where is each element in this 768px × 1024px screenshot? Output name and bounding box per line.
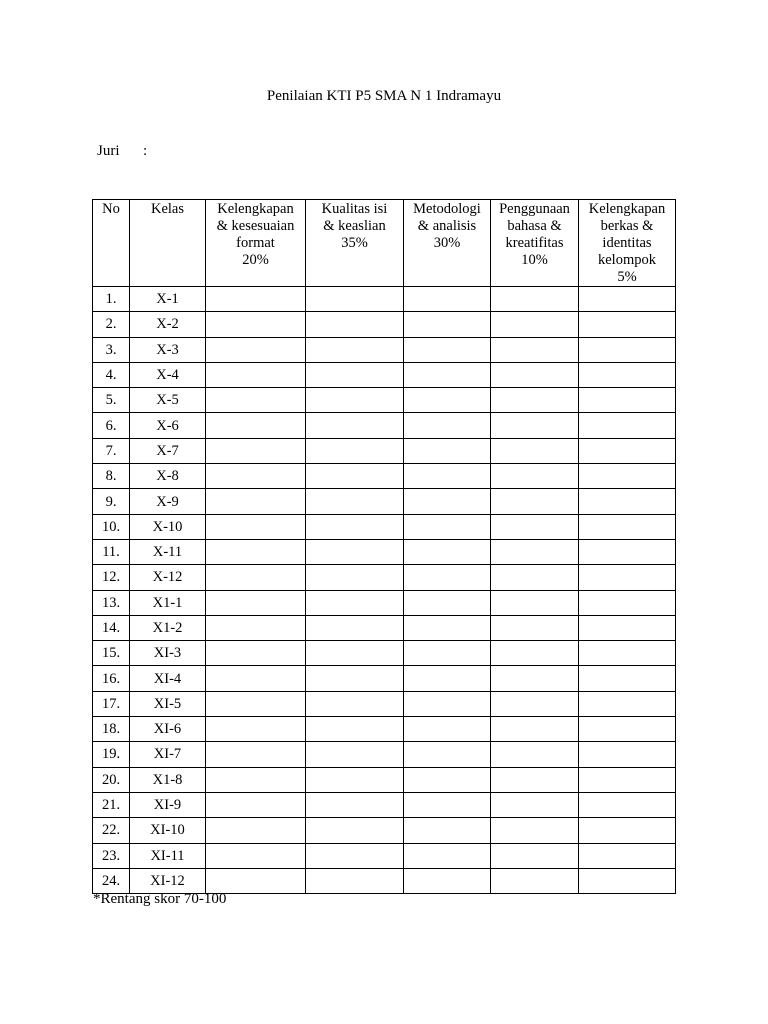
header-line: 5% [617, 269, 637, 285]
row-kelas: XI-10 [130, 818, 206, 843]
score-format-cell [206, 287, 306, 312]
header-berkas [579, 200, 676, 287]
score-berkas-cell [579, 615, 676, 640]
header-bahasa [491, 200, 579, 287]
score-format-cell [206, 362, 306, 387]
score-metodologi-cell [404, 312, 491, 337]
header-line: Kualitas isi [321, 201, 388, 217]
score-berkas-cell [579, 287, 676, 312]
row-kelas: XI-12 [130, 868, 206, 893]
table-row [93, 717, 676, 742]
score-bahasa-cell [491, 287, 579, 312]
row-kelas: X-10 [130, 514, 206, 539]
score-kualitas-cell [306, 464, 404, 489]
row-kelas: X1-1 [130, 590, 206, 615]
score-berkas-cell [579, 641, 676, 666]
score-metodologi-cell [404, 362, 491, 387]
row-kelas: X-11 [130, 539, 206, 564]
row-kelas: X-3 [130, 337, 206, 362]
row-number: 15. [93, 641, 130, 666]
row-number: 9. [93, 489, 130, 514]
score-format-cell [206, 438, 306, 463]
score-metodologi-cell [404, 413, 491, 438]
score-bahasa-cell [491, 666, 579, 691]
table-row [93, 362, 676, 387]
table-row [93, 666, 676, 691]
score-bahasa-cell [491, 362, 579, 387]
score-berkas-cell [579, 767, 676, 792]
score-berkas-cell [579, 590, 676, 615]
score-kualitas-cell [306, 413, 404, 438]
header-line: No [102, 201, 120, 217]
score-bahasa-cell [491, 818, 579, 843]
score-metodologi-cell [404, 337, 491, 362]
table-row [93, 742, 676, 767]
score-metodologi-cell [404, 565, 491, 590]
row-number: 7. [93, 438, 130, 463]
score-berkas-cell [579, 362, 676, 387]
row-number: 2. [93, 312, 130, 337]
score-format-cell [206, 818, 306, 843]
row-kelas: XI-4 [130, 666, 206, 691]
score-metodologi-cell [404, 539, 491, 564]
score-kualitas-cell [306, 539, 404, 564]
score-berkas-cell [579, 818, 676, 843]
score-kualitas-cell [306, 767, 404, 792]
header-line: & analisis [417, 218, 477, 234]
score-format-cell [206, 565, 306, 590]
header-line: Kelengkapan [217, 201, 294, 217]
juri-field [97, 143, 148, 160]
score-berkas-cell [579, 717, 676, 742]
header-line: 35% [341, 235, 368, 251]
score-format-cell [206, 843, 306, 868]
score-kualitas-cell [306, 792, 404, 817]
header-line: 10% [521, 252, 548, 268]
score-table [92, 199, 676, 894]
row-kelas: XI-3 [130, 641, 206, 666]
header-line: Metodologi [413, 201, 481, 217]
score-berkas-cell [579, 413, 676, 438]
score-kualitas-cell [306, 337, 404, 362]
score-metodologi-cell [404, 489, 491, 514]
table-row [93, 691, 676, 716]
score-berkas-cell [579, 666, 676, 691]
score-berkas-cell [579, 868, 676, 893]
row-kelas: XI-7 [130, 742, 206, 767]
header-line: 30% [433, 235, 461, 251]
row-kelas: XI-6 [130, 717, 206, 742]
score-metodologi-cell [404, 615, 491, 640]
table-body [93, 287, 676, 894]
score-bahasa-cell [491, 565, 579, 590]
score-kualitas-cell [306, 362, 404, 387]
row-kelas: XI-9 [130, 792, 206, 817]
score-metodologi-cell [404, 388, 491, 413]
juri-label: Juri [97, 143, 120, 159]
table-row [93, 641, 676, 666]
header-line: kelompok [598, 252, 656, 268]
row-number: 6. [93, 413, 130, 438]
table-header-row [93, 200, 676, 287]
score-bahasa-cell [491, 514, 579, 539]
row-kelas: X-9 [130, 489, 206, 514]
row-kelas: X-6 [130, 413, 206, 438]
row-kelas: XI-11 [130, 843, 206, 868]
table-row [93, 388, 676, 413]
row-number: 13. [93, 590, 130, 615]
row-number: 17. [93, 691, 130, 716]
score-berkas-cell [579, 489, 676, 514]
row-kelas: X-8 [130, 464, 206, 489]
row-number: 22. [93, 818, 130, 843]
row-kelas: X-2 [130, 312, 206, 337]
table-row [93, 539, 676, 564]
score-metodologi-cell [404, 742, 491, 767]
table-row [93, 767, 676, 792]
score-bahasa-cell [491, 717, 579, 742]
score-metodologi-cell [404, 843, 491, 868]
score-kualitas-cell [306, 666, 404, 691]
score-metodologi-cell [404, 691, 491, 716]
row-kelas: X-1 [130, 287, 206, 312]
row-number: 4. [93, 362, 130, 387]
score-format-cell [206, 615, 306, 640]
score-format-cell [206, 489, 306, 514]
score-kualitas-cell [306, 388, 404, 413]
score-berkas-cell [579, 312, 676, 337]
juri-colon: : [143, 143, 148, 159]
score-berkas-cell [579, 514, 676, 539]
score-bahasa-cell [491, 337, 579, 362]
row-kelas: X1-8 [130, 767, 206, 792]
header-line: & kesesuaian [216, 218, 295, 234]
score-kualitas-cell [306, 590, 404, 615]
row-number: 20. [93, 767, 130, 792]
table-row [93, 843, 676, 868]
score-kualitas-cell [306, 717, 404, 742]
score-berkas-cell [579, 742, 676, 767]
table-row [93, 337, 676, 362]
row-number: 3. [93, 337, 130, 362]
table-row [93, 312, 676, 337]
header-line: 20% [242, 252, 269, 268]
table-row [93, 615, 676, 640]
score-bahasa-cell [491, 615, 579, 640]
row-number: 19. [93, 742, 130, 767]
score-bahasa-cell [491, 792, 579, 817]
score-bahasa-cell [491, 464, 579, 489]
score-kualitas-cell [306, 742, 404, 767]
row-number: 8. [93, 464, 130, 489]
score-format-cell [206, 691, 306, 716]
row-number: 24. [93, 868, 130, 893]
score-metodologi-cell [404, 767, 491, 792]
header-line: bahasa & [507, 218, 562, 234]
row-kelas: X-7 [130, 438, 206, 463]
page-title: Penilaian KTI P5 SMA N 1 Indramayu [266, 88, 502, 104]
row-kelas: X1-2 [130, 615, 206, 640]
row-number: 12. [93, 565, 130, 590]
score-format-cell [206, 868, 306, 893]
score-kualitas-cell [306, 287, 404, 312]
score-bahasa-cell [491, 539, 579, 564]
header-line: Kelas [150, 201, 184, 217]
row-kelas: X-5 [130, 388, 206, 413]
score-format-cell [206, 641, 306, 666]
score-bahasa-cell [491, 641, 579, 666]
score-metodologi-cell [404, 464, 491, 489]
score-format-cell [206, 539, 306, 564]
score-metodologi-cell [404, 641, 491, 666]
table-row [93, 413, 676, 438]
header-kualitas [306, 200, 404, 287]
score-kualitas-cell [306, 818, 404, 843]
header-line: kreatifitas [505, 235, 564, 251]
table-row [93, 287, 676, 312]
table-row [93, 590, 676, 615]
score-metodologi-cell [404, 590, 491, 615]
score-format-cell [206, 590, 306, 615]
table-row [93, 489, 676, 514]
score-berkas-cell [579, 464, 676, 489]
score-metodologi-cell [404, 438, 491, 463]
score-format-cell [206, 717, 306, 742]
score-kualitas-cell [306, 843, 404, 868]
score-format-cell [206, 767, 306, 792]
table-row [93, 514, 676, 539]
score-berkas-cell [579, 792, 676, 817]
score-format-cell [206, 792, 306, 817]
score-format-cell [206, 388, 306, 413]
score-bahasa-cell [491, 388, 579, 413]
score-format-cell [206, 464, 306, 489]
score-berkas-cell [579, 691, 676, 716]
table-row [93, 792, 676, 817]
score-bahasa-cell [491, 438, 579, 463]
score-berkas-cell [579, 388, 676, 413]
score-metodologi-cell [404, 818, 491, 843]
score-kualitas-cell [306, 514, 404, 539]
header-no [93, 200, 130, 287]
header-line: format [236, 235, 275, 251]
score-berkas-cell [579, 438, 676, 463]
header-metodologi [404, 200, 491, 287]
header-line: berkas & [600, 218, 654, 234]
score-bahasa-cell [491, 691, 579, 716]
score-kualitas-cell [306, 868, 404, 893]
score-berkas-cell [579, 843, 676, 868]
header-line: & keaslian [323, 218, 386, 234]
score-format-cell [206, 742, 306, 767]
table-row [93, 565, 676, 590]
header-line: identitas [602, 235, 652, 251]
score-kualitas-cell [306, 641, 404, 666]
score-bahasa-cell [491, 590, 579, 615]
score-kualitas-cell [306, 438, 404, 463]
row-number: 10. [93, 514, 130, 539]
score-bahasa-cell [491, 868, 579, 893]
score-format-cell [206, 514, 306, 539]
score-metodologi-cell [404, 868, 491, 893]
score-format-cell [206, 312, 306, 337]
score-kualitas-cell [306, 312, 404, 337]
row-kelas: XI-5 [130, 691, 206, 716]
score-kualitas-cell [306, 489, 404, 514]
header-line: Kelengkapan [588, 201, 666, 217]
row-number: 1. [93, 287, 130, 312]
row-number: 11. [93, 539, 130, 564]
score-metodologi-cell [404, 514, 491, 539]
score-kualitas-cell [306, 615, 404, 640]
score-bahasa-cell [491, 843, 579, 868]
score-metodologi-cell [404, 717, 491, 742]
header-line: Penggunaan [499, 201, 570, 217]
row-number: 23. [93, 843, 130, 868]
score-bahasa-cell [491, 413, 579, 438]
score-format-cell [206, 413, 306, 438]
table-row [93, 868, 676, 893]
score-berkas-cell [579, 565, 676, 590]
row-number: 18. [93, 717, 130, 742]
row-number: 5. [93, 388, 130, 413]
table-row [93, 464, 676, 489]
row-number: 21. [93, 792, 130, 817]
score-bahasa-cell [491, 742, 579, 767]
score-format-cell [206, 337, 306, 362]
table-row [93, 818, 676, 843]
score-metodologi-cell [404, 666, 491, 691]
score-bahasa-cell [491, 312, 579, 337]
score-bahasa-cell [491, 489, 579, 514]
table-row [93, 438, 676, 463]
score-kualitas-cell [306, 691, 404, 716]
header-kelas [130, 200, 206, 287]
score-kualitas-cell [306, 565, 404, 590]
row-kelas: X-12 [130, 565, 206, 590]
row-kelas: X-4 [130, 362, 206, 387]
score-format-cell [206, 666, 306, 691]
header-format [206, 200, 306, 287]
score-berkas-cell [579, 539, 676, 564]
score-metodologi-cell [404, 792, 491, 817]
score-bahasa-cell [491, 767, 579, 792]
score-range-note: *Rentang skor 70-100 [93, 891, 227, 907]
score-berkas-cell [579, 337, 676, 362]
row-number: 16. [93, 666, 130, 691]
score-metodologi-cell [404, 287, 491, 312]
row-number: 14. [93, 615, 130, 640]
